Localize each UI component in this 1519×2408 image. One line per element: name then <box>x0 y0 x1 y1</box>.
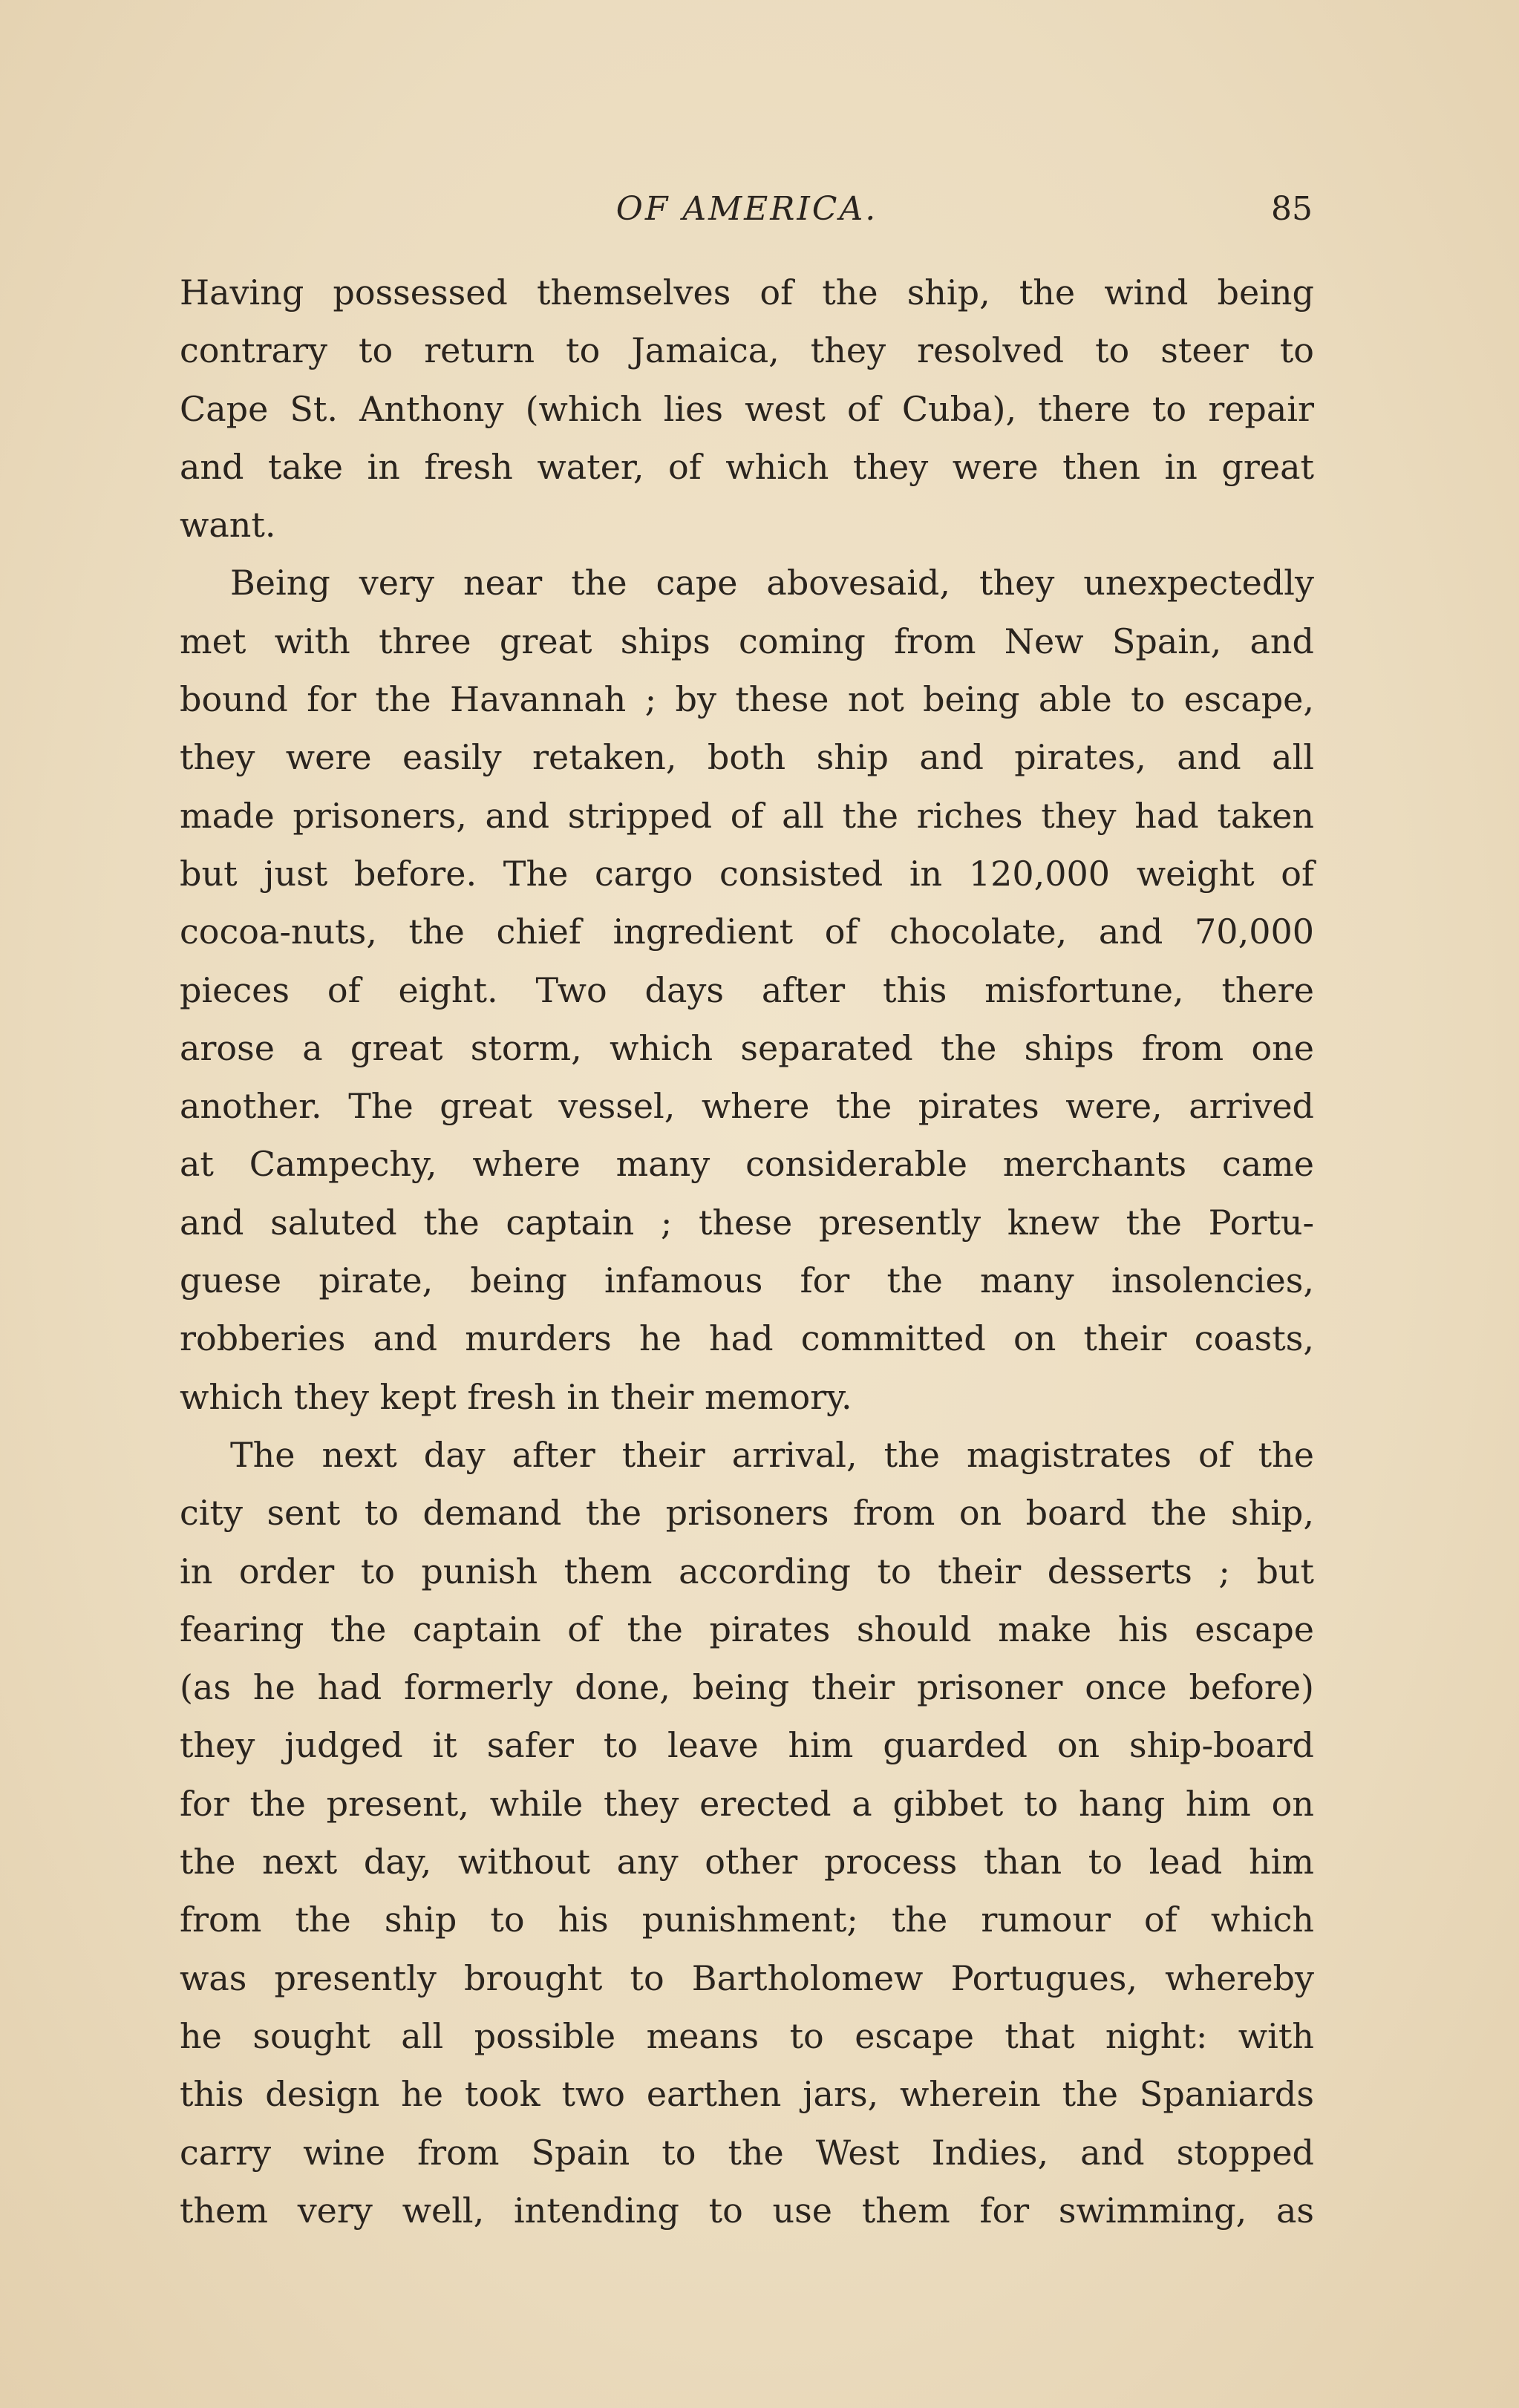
page-header <box>181 180 1313 239</box>
text-line: fearing the captain of the pirates should make his escape <box>180 1609 1314 1649</box>
text-line: pieces of eight. Two days after this misfortune, there <box>180 969 1314 1010</box>
text-line: guese pirate, being infamous for the many insolencies, <box>180 1260 1314 1301</box>
text-line: robberies and murders he had committed on their coasts, <box>180 1318 1314 1359</box>
text-line: Cape St. Anthony (which lies west of Cuba), there to repair <box>180 388 1314 429</box>
text-line: arose a great storm, which separated the ships from one <box>180 1027 1314 1068</box>
text-line: met with three great ships coming from New Spain, and <box>180 621 1314 661</box>
text-line: which they kept fresh in their memory. <box>180 1376 852 1417</box>
text-line: them very well, intending to use them for swimming, as <box>180 2190 1314 2231</box>
text-line: they were easily retaken, both ship and pirates, and all <box>180 737 1314 778</box>
text-line: but just before. The cargo consisted in 120,000 weight of <box>180 853 1314 894</box>
paragraph-first-line: Being very near the cape abovesaid, they unexpectedly <box>230 563 1314 603</box>
text-line: carry wine from Spain to the West Indies, and stopped <box>180 2132 1314 2173</box>
text-line: was presently brought to Bartholomew Portugues, whereby <box>180 1957 1314 1998</box>
body-text <box>180 264 1314 2239</box>
text-line: from the ship to his punishment; the rumour of which <box>180 1900 1314 1940</box>
text-line: another. The great vessel, where the pirates were, arrived <box>180 1086 1314 1127</box>
text-line: (as he had formerly done, being their prisoner once before) <box>180 1667 1314 1708</box>
text-line: at Campechy, where many considerable merchants came <box>180 1144 1314 1185</box>
text-line: city sent to demand the prisoners from on board the ship, <box>180 1493 1314 1534</box>
text-line: and saluted the captain ; these presently knew the Portu- <box>180 1202 1314 1243</box>
text-line: and take in fresh water, of which they were then in great <box>180 446 1314 487</box>
text-line: in order to punish them according to their desserts ; but <box>180 1551 1314 1591</box>
text-line: cocoa-nuts, the chief ingredient of chocolate, and 70,000 <box>180 912 1314 952</box>
text-line: this design he took two earthen jars, wherein the Spaniards <box>180 2074 1314 2115</box>
text-line: they judged it safer to leave him guarded on ship-board <box>180 1725 1314 1766</box>
text-line: contrary to return to Jamaica, they resolved to steer to <box>180 330 1314 371</box>
text-line: the next day, without any other process than to lead him <box>180 1842 1314 1882</box>
text-line: bound for the Havannah ; by these not being able to escape, <box>180 679 1314 720</box>
page-number: 85 <box>1271 190 1313 228</box>
text-line: for the present, while they erected a gibbet to hang him on <box>180 1783 1314 1824</box>
paragraph-first-line: The next day after their arrival, the magistrates of the <box>230 1434 1314 1475</box>
text-line: made prisoners, and stripped of all the riches they had taken <box>180 795 1314 836</box>
text-line: Having possessed themselves of the ship, the wind being <box>180 272 1314 313</box>
running-title: OF AMERICA. <box>615 190 878 228</box>
text-line: want. <box>180 505 276 546</box>
text-line: he sought all possible means to escape that night: with <box>180 2015 1314 2056</box>
